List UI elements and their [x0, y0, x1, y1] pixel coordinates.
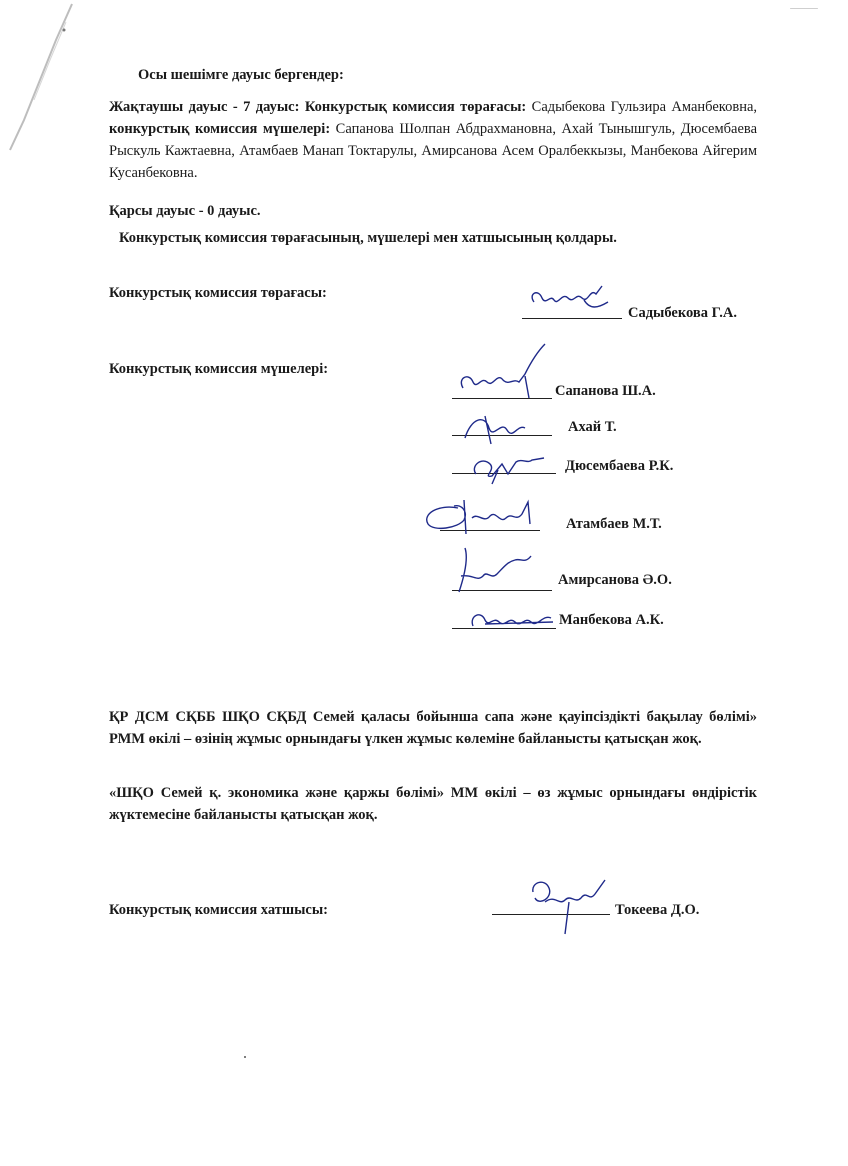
member-signature-1	[455, 342, 555, 402]
chair-signature-label: Конкурстық комиссия төрағасы:	[109, 285, 327, 301]
member-signature-3	[462, 446, 562, 486]
member-signature-5	[455, 540, 545, 596]
member-name-1: Сапанова Ш.А.	[555, 383, 656, 399]
member-name-6: Манбекова А.К.	[559, 612, 664, 628]
chair-name: Садыбекова Г.А.	[628, 305, 737, 321]
members-full-names: Сапанова Шолпан Абдрахмановна, Ахай Тынышгуль, Дюсембаева Рыскуль Кажтаевна, Атамбаев Манап Токтарулы, Амирсанова Асем Оралбеккызы, Манбекова Айгерим Кусанбековна.	[109, 121, 758, 181]
member-signature-6	[465, 602, 560, 638]
scan-speck	[244, 1056, 246, 1058]
note-paragraph-1: ҚР ДСМ СҚББ ШҚО СҚБД Семей қаласы бойынша сапа және қауіпсіздікті бақылау бөлімі» РММ өкілі – өзінің жұмыс орнындағы үлкен жұмыс көлеміне байланысты қатысқан жоқ.	[109, 709, 757, 747]
chair-full-name: Садыбекова Гульзира Аманбековна,	[531, 99, 758, 115]
chair-label-inline: Конкурстық комиссия төрағасы:	[304, 99, 527, 115]
secretary-signature-label: Конкурстық комиссия хатшысы:	[109, 902, 328, 918]
member-signature-2	[455, 408, 545, 448]
members-signature-label: Конкурстық комиссия мүшелері:	[109, 361, 329, 377]
votes-for-label: Жақтаушы дауыс - 7 дауыс:	[109, 99, 300, 115]
votes-against: Қарсы дауыс - 0 дауыс.	[109, 203, 261, 219]
votes-for-paragraph	[109, 96, 757, 184]
chair-signature	[524, 280, 614, 320]
members-label-inline: конкурстық комиссия мүшелері:	[109, 121, 331, 137]
member-name-2: Ахай Т.	[568, 419, 617, 435]
signatures-note: Конкурстық комиссия төрағасының, мүшелері мен хатшысының қолдары.	[119, 230, 617, 246]
secretary-name: Токеева Д.О.	[615, 902, 700, 918]
secretary-signature	[525, 872, 615, 938]
member-name-5: Амирсанова Ә.О.	[558, 572, 672, 588]
scan-artifact	[0, 0, 90, 160]
member-name-3: Дюсембаева Р.К.	[565, 458, 674, 474]
member-name-4: Атамбаев М.Т.	[566, 516, 662, 532]
voters-title: Осы шешімге дауыс бергендер:	[138, 67, 344, 83]
member-signature-4	[418, 494, 548, 544]
scan-speck	[790, 8, 818, 9]
note-paragraph-2: «ШҚО Семей қ. экономика және қаржы бөлімі» ММ өкілі – өз жұмыс орнындағы өндірістік жүктемесіне байланысты қатысқан жоқ.	[109, 785, 757, 823]
